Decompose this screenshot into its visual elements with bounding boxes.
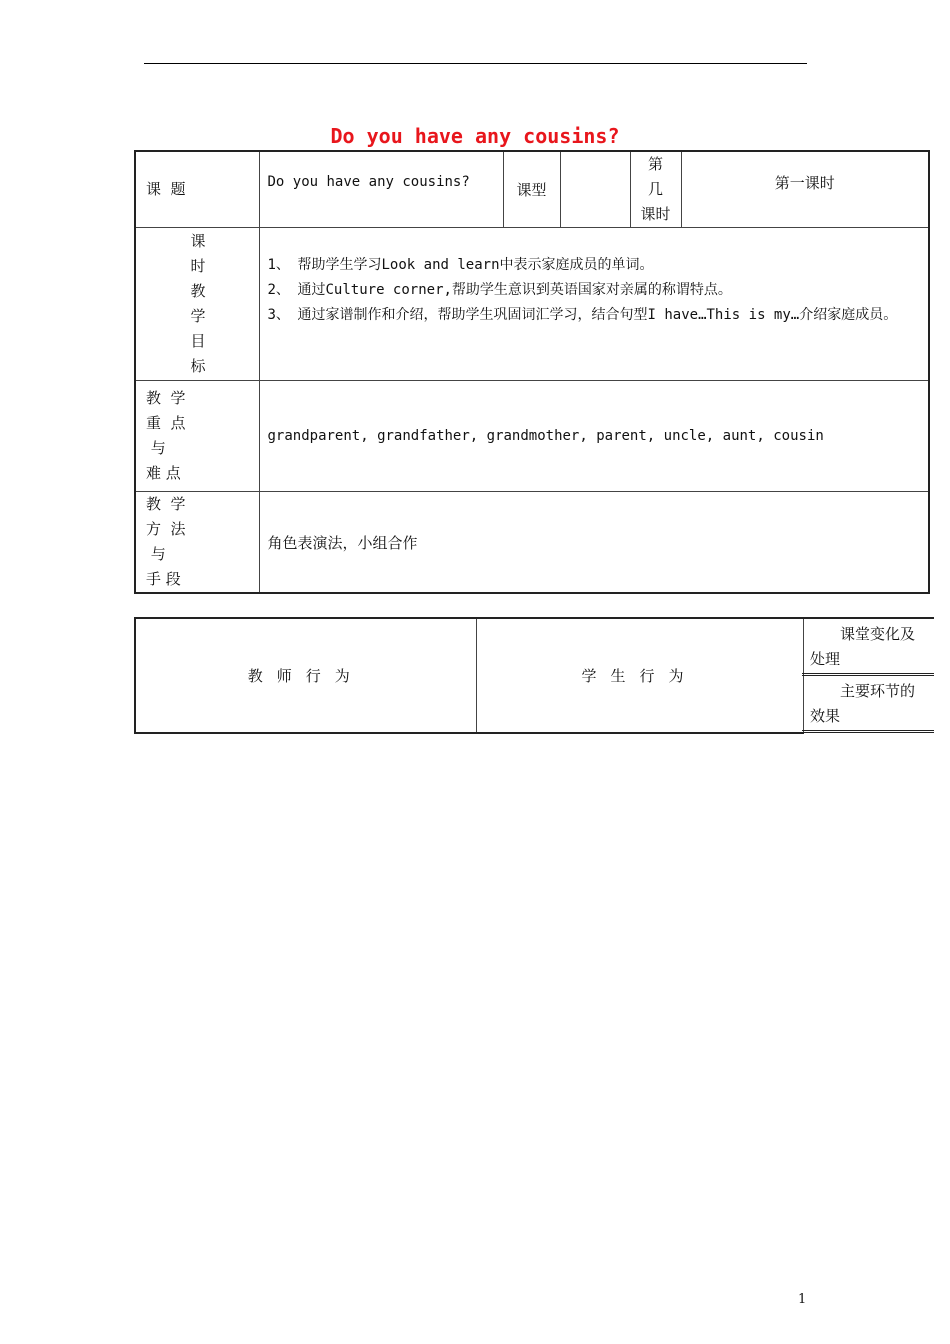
- period-label: [630, 151, 681, 228]
- topic-label: 课 题: [135, 151, 259, 228]
- process-table: [134, 617, 804, 734]
- goals-label-char: 目: [190, 332, 206, 350]
- process-header-row: [135, 618, 803, 733]
- type-value: [560, 151, 630, 228]
- key-effects-line: 效果: [810, 707, 841, 725]
- goal-text: 通过家谱制作和介绍，帮助学生巩固词汇学习，结合句型I have…This is my…介绍家庭成员。: [297, 307, 898, 323]
- topic-value: Do you have any cousins?: [259, 151, 503, 228]
- period-value: 第一课时: [681, 151, 929, 228]
- key-effects-cell: [802, 673, 934, 733]
- classroom-changes-line: 课堂变化及: [840, 625, 916, 643]
- key-points-label-line: 与: [146, 439, 166, 457]
- classroom-changes-line: 处理: [810, 650, 841, 668]
- goal-item: [268, 253, 923, 278]
- goal-number: 3、: [267, 307, 290, 323]
- key-effects-line: 主要环节的: [840, 682, 916, 700]
- key-points-label-line: 重 点: [146, 414, 186, 432]
- goals-label-char: 标: [190, 357, 206, 375]
- goal-item: [268, 303, 923, 328]
- methods-value: 角色表演法，小组合作: [259, 492, 929, 594]
- goal-number: 1、: [267, 257, 290, 273]
- document-title: Do you have any cousins?: [330, 124, 620, 148]
- key-points-row: [135, 381, 929, 492]
- key-points-label: [135, 381, 259, 492]
- methods-label-line: 教 学: [146, 495, 186, 513]
- goals-label-char: 学: [190, 307, 206, 325]
- type-label: 课型: [503, 151, 560, 228]
- student-actions-header: 学生行为: [476, 618, 803, 733]
- goal-text: 帮助学生学习Look and learn中表示家庭成员的单词。: [297, 257, 654, 273]
- classroom-changes-cell: [802, 617, 934, 673]
- key-points-value: grandparent, grandfather, grandmother, parent, uncle, aunt, cousin: [259, 381, 929, 492]
- goals-label-char: 课: [190, 232, 206, 250]
- period-label-line: 课时: [640, 205, 671, 223]
- goals-label: [135, 228, 259, 381]
- goal-text: 通过Culture corner,帮助学生意识到英语国家对亲属的称谓特点。: [297, 282, 732, 298]
- key-points-label-line: 教 学: [146, 389, 186, 407]
- goals-row: [135, 228, 929, 381]
- methods-label: [135, 492, 259, 594]
- lesson-info-table: [134, 150, 930, 594]
- methods-label-line: 与: [146, 545, 166, 563]
- goal-number: 2、: [267, 282, 290, 298]
- methods-row: [135, 492, 929, 594]
- page-number: 1: [798, 1292, 807, 1307]
- process-side-column: [802, 617, 934, 733]
- key-points-label-line: 难 点: [146, 464, 181, 482]
- period-label-line: 第: [647, 155, 663, 173]
- goals-list: [259, 228, 929, 381]
- info-row: [135, 151, 929, 228]
- goals-label-char: 教: [190, 282, 206, 300]
- header-rule: [144, 63, 807, 64]
- goals-label-char: 时: [190, 257, 206, 275]
- methods-label-line: 手 段: [146, 570, 181, 588]
- period-label-line: 几: [647, 180, 663, 198]
- methods-label-line: 方 法: [146, 520, 186, 538]
- teacher-actions-header: 教师行为: [135, 618, 476, 733]
- goal-item: [268, 278, 923, 303]
